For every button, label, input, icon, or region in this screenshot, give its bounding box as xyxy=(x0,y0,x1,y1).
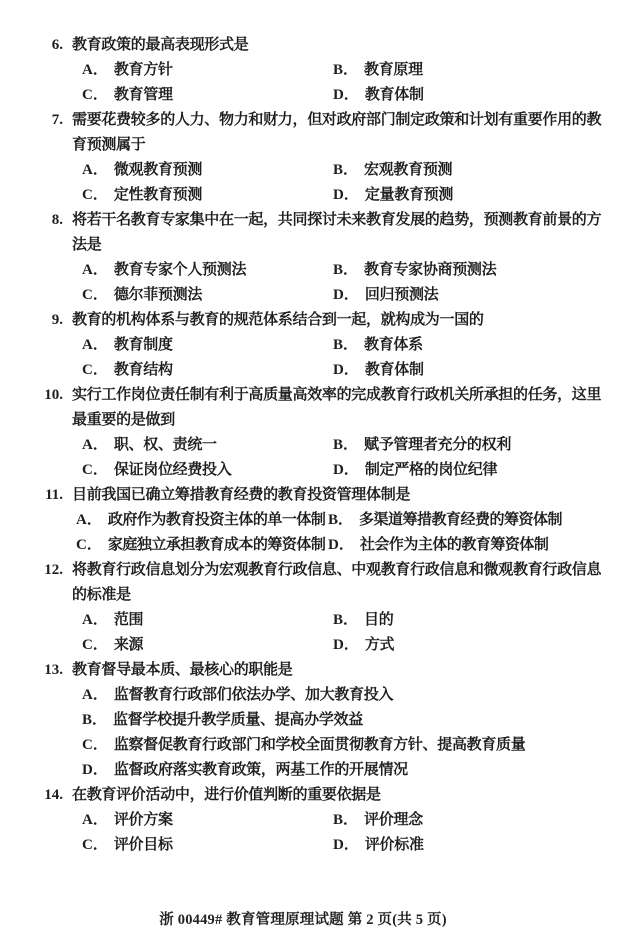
question-item xyxy=(51,108,608,208)
option-label: B． xyxy=(333,62,359,78)
option-text: 来源 xyxy=(113,637,144,653)
option-label: D． xyxy=(333,837,359,853)
option-d xyxy=(333,183,608,208)
option-a xyxy=(82,683,608,708)
option-group xyxy=(82,258,608,308)
option-label: D． xyxy=(333,462,359,478)
option-group xyxy=(82,683,608,783)
option-label: C． xyxy=(82,362,108,378)
option-text: 教育管理 xyxy=(113,87,173,103)
option-text: 评价方案 xyxy=(113,812,173,828)
option-d xyxy=(333,458,608,483)
question-number: 8. xyxy=(51,212,63,228)
option-label: A． xyxy=(82,612,108,628)
question-number: 12. xyxy=(44,562,63,578)
option-text: 教育原理 xyxy=(364,62,423,78)
option-text: 方式 xyxy=(364,637,395,653)
option-b xyxy=(333,433,608,458)
option-text: 德尔菲预测法 xyxy=(113,287,203,303)
option-c xyxy=(82,733,608,758)
option-group xyxy=(82,158,608,208)
question-item xyxy=(44,658,608,783)
option-text: 教育体制 xyxy=(364,362,424,378)
question-list xyxy=(44,33,608,858)
question-number: 13. xyxy=(44,662,63,678)
question-item xyxy=(51,308,608,383)
option-a xyxy=(82,433,333,458)
option-text: 政府作为教育投资主体的单一体制 xyxy=(107,512,326,528)
question-stem: 需要花费较多的人力、物力和财力，但对政府部门制定政策和计划有重要作用的教育预测属于 xyxy=(72,112,602,153)
option-d xyxy=(333,283,608,308)
option-label: C． xyxy=(82,837,108,853)
option-c xyxy=(82,283,333,308)
option-d xyxy=(82,758,608,783)
option-label: D． xyxy=(333,87,359,103)
option-label: C． xyxy=(82,187,108,203)
option-label: D． xyxy=(333,287,359,303)
option-b xyxy=(333,808,608,833)
question-stem: 目前我国已确立筹措教育经费的教育投资管理体制是 xyxy=(72,487,411,503)
option-label: B． xyxy=(333,612,359,628)
option-text: 家庭独立承担教育成本的筹资体制 xyxy=(107,537,326,553)
question-number: 7. xyxy=(51,112,63,128)
option-label: B． xyxy=(333,437,359,453)
option-a xyxy=(82,333,333,358)
option-text: 教育制度 xyxy=(113,337,173,353)
option-a xyxy=(82,158,333,183)
option-label: A． xyxy=(76,512,102,528)
option-label: D． xyxy=(333,637,359,653)
option-label: C． xyxy=(76,537,102,553)
question-stem: 教育政策的最高表现形式是 xyxy=(72,37,249,53)
option-text: 社会作为主体的教育筹资体制 xyxy=(359,537,549,553)
question-number: 14. xyxy=(44,787,63,803)
option-label: A． xyxy=(82,62,108,78)
option-b xyxy=(333,158,608,183)
question-item xyxy=(44,783,608,858)
option-group xyxy=(82,808,608,858)
option-text: 微观教育预测 xyxy=(113,162,203,178)
option-text: 回归预测法 xyxy=(364,287,439,303)
option-text: 评价理念 xyxy=(364,812,423,828)
option-text: 定性教育预测 xyxy=(113,187,203,203)
option-label: C． xyxy=(82,287,108,303)
option-c xyxy=(82,633,333,658)
option-c xyxy=(76,533,328,558)
question-stem: 在教育评价活动中，进行价值判断的重要依据是 xyxy=(72,787,381,803)
option-label: A． xyxy=(82,812,108,828)
option-group xyxy=(82,608,608,658)
option-text: 目的 xyxy=(364,612,394,628)
option-b xyxy=(333,258,608,283)
option-a xyxy=(82,58,333,83)
option-text: 评价目标 xyxy=(113,837,173,853)
option-group xyxy=(82,58,608,108)
question-stem: 实行工作岗位责任制有利于高质量高效率的完成教育行政机关所承担的任务，这里最重要的是做到 xyxy=(72,387,602,428)
option-label: A． xyxy=(82,262,108,278)
option-b xyxy=(333,58,608,83)
option-label: B． xyxy=(333,812,359,828)
option-group xyxy=(76,508,608,558)
option-group xyxy=(82,333,608,383)
option-a xyxy=(82,258,333,283)
option-label: D． xyxy=(82,762,108,778)
option-text: 监督政府落实教育政策，两基工作的开展情况 xyxy=(113,762,408,778)
option-b xyxy=(333,333,608,358)
option-text: 教育体制 xyxy=(364,87,424,103)
question-item xyxy=(51,208,608,308)
question-stem: 教育督导最本质、最核心的职能是 xyxy=(72,662,293,678)
option-text: 监察督促教育行政部门和学校全面贯彻教育方针、提高教育质量 xyxy=(113,737,526,753)
option-text: 职、权、责统一 xyxy=(113,437,217,453)
question-number: 6. xyxy=(51,37,63,53)
option-text: 教育专家协商预测法 xyxy=(364,262,497,278)
option-b xyxy=(333,608,608,633)
question-item xyxy=(44,558,608,658)
option-label: A． xyxy=(82,687,108,703)
option-text: 宏观教育预测 xyxy=(364,162,453,178)
option-text: 评价标准 xyxy=(364,837,424,853)
option-a xyxy=(82,608,333,633)
option-b xyxy=(328,508,608,533)
question-number: 11. xyxy=(45,487,63,503)
question-stem: 将教育行政信息划分为宏观教育行政信息、中观教育行政信息和微观教育行政信息的标准是 xyxy=(72,562,602,603)
option-label: B． xyxy=(328,512,354,528)
option-text: 教育方针 xyxy=(113,62,173,78)
question-stem: 将若干名教育专家集中在一起，共同探讨未来教育发展的趋势，预测教育前景的方法是 xyxy=(72,212,602,253)
option-text: 监督教育行政部们依法办学、加大教育投入 xyxy=(113,687,394,703)
option-a xyxy=(76,508,328,533)
question-item xyxy=(45,483,608,558)
option-c xyxy=(82,358,333,383)
option-label: A． xyxy=(82,337,108,353)
option-text: 教育专家个人预测法 xyxy=(113,262,247,278)
option-label: C． xyxy=(82,462,108,478)
option-text: 赋予管理者充分的权利 xyxy=(364,437,512,453)
option-text: 多渠道筹措教育经费的筹资体制 xyxy=(359,512,563,528)
question-item xyxy=(44,383,608,483)
option-text: 保证岗位经费投入 xyxy=(113,462,232,478)
option-label: C． xyxy=(82,737,108,753)
option-text: 制定严格的岗位纪律 xyxy=(364,462,498,478)
question-stem: 教育的机构体系与教育的规范体系结合到一起，就构成为一国的 xyxy=(72,312,484,328)
question-item xyxy=(51,33,608,108)
option-label: A． xyxy=(82,162,108,178)
option-label: B． xyxy=(333,337,359,353)
option-label: D． xyxy=(333,362,359,378)
option-d xyxy=(333,633,608,658)
option-b xyxy=(82,708,608,733)
option-c xyxy=(82,833,333,858)
question-number: 9. xyxy=(51,312,63,328)
option-label: B． xyxy=(82,712,108,728)
option-label: D． xyxy=(328,537,354,553)
option-d xyxy=(333,833,608,858)
option-text: 监督学校提升教学质量、提高办学效益 xyxy=(113,712,363,728)
option-label: C． xyxy=(82,87,108,103)
option-c xyxy=(82,83,333,108)
option-label: B． xyxy=(333,262,359,278)
option-d xyxy=(333,83,608,108)
option-text: 教育结构 xyxy=(113,362,173,378)
question-number: 10. xyxy=(44,387,63,403)
option-text: 范围 xyxy=(113,612,144,628)
page-footer: 浙 00449# 教育管理原理试题 第 2 页(共 5 页) xyxy=(159,912,447,928)
option-group xyxy=(82,433,608,483)
option-d xyxy=(333,358,608,383)
option-text: 教育体系 xyxy=(364,337,423,353)
option-c xyxy=(82,458,333,483)
option-label: B． xyxy=(333,162,359,178)
option-label: A． xyxy=(82,437,108,453)
option-c xyxy=(82,183,333,208)
option-label: D． xyxy=(333,187,359,203)
option-label: C． xyxy=(82,637,108,653)
option-d xyxy=(328,533,608,558)
option-a xyxy=(82,808,333,833)
option-text: 定量教育预测 xyxy=(364,187,454,203)
